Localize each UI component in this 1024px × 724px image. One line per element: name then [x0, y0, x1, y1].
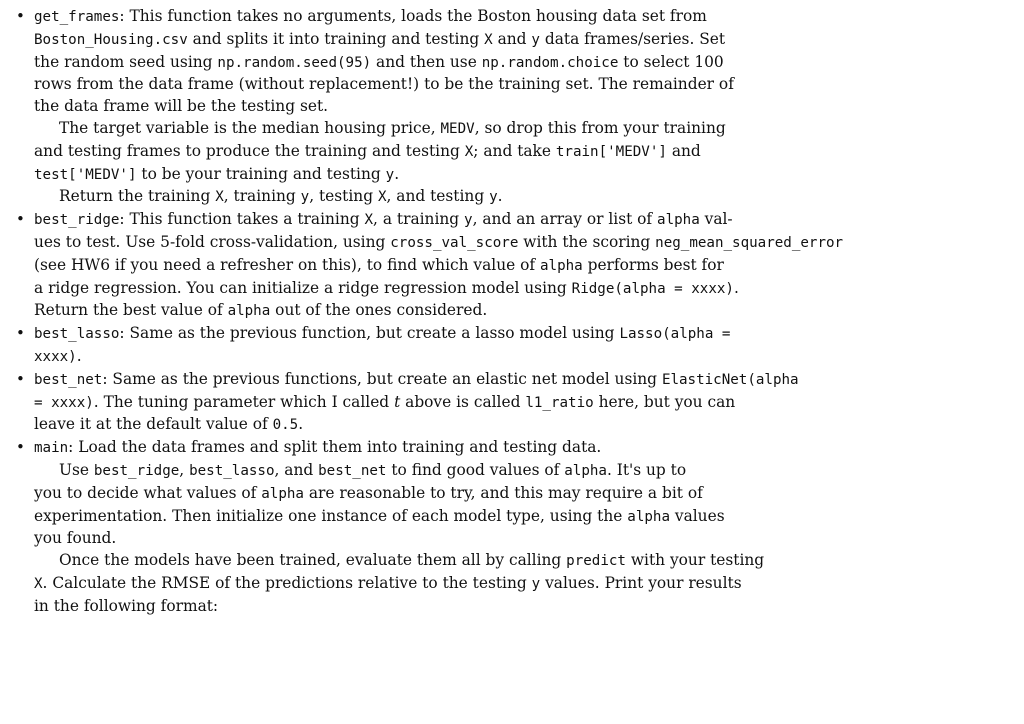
bullet-icon: •	[16, 210, 25, 229]
text-run: are reasonable to try, and this may require a bit of	[303, 483, 703, 502]
code-run: = xxxx)	[34, 394, 94, 411]
text-run: to be your training and testing	[136, 164, 386, 183]
text-run: . It's up to	[606, 460, 687, 479]
text-run: . The tuning parameter which I called	[93, 392, 395, 411]
text-run: : Same as the previous functions, but create an elastic net model using	[102, 369, 662, 388]
code-run: X	[34, 575, 43, 592]
text-run: .	[733, 278, 739, 297]
text-run: ; and take	[473, 141, 556, 160]
text-run: and testing frames to produce the training and testing	[34, 141, 465, 160]
code-run: l1_ratio	[525, 394, 594, 411]
code-run: X	[364, 212, 374, 229]
text-run: .	[394, 164, 400, 183]
code-run: y	[531, 575, 541, 592]
text-run: and splits it into training and testing	[187, 29, 485, 48]
text-run: Return the best value of	[34, 301, 228, 320]
paragraph	[34, 209, 1024, 323]
function-name: get_frames	[34, 9, 120, 25]
code-run: X	[215, 189, 224, 206]
text-run: , training	[223, 187, 301, 206]
paragraph	[34, 369, 1024, 437]
code-run: np.random.seed(95)	[217, 54, 372, 71]
text-run: leave it at the default value of	[34, 415, 273, 434]
text-run: out of the ones considered.	[270, 301, 488, 320]
bullet-icon: •	[16, 7, 25, 25]
text-run: in the following format:	[34, 596, 219, 615]
text-run: , so drop this from your training	[474, 118, 726, 137]
text-run: Return the training	[59, 187, 216, 206]
code-run: alpha	[627, 508, 670, 525]
text-run: and	[666, 141, 701, 160]
code-run: X	[464, 143, 474, 160]
code-run: Ridge(alpha = xxxx)	[571, 280, 734, 297]
text-run: and then use	[371, 52, 482, 71]
code-run: test['MEDV']	[34, 166, 137, 183]
text-run: : Load the data frames and split them into training and testing data.	[68, 438, 602, 457]
math-var: t	[394, 392, 401, 411]
text-run: , and testing	[386, 187, 490, 206]
text-run: experimentation. Then initialize one instance of each model type, using the	[34, 506, 628, 525]
paragraph	[34, 437, 1024, 460]
code-run: alpha	[564, 462, 607, 479]
text-run: Use	[59, 460, 94, 479]
code-run: alpha	[657, 212, 700, 229]
function-name: main	[34, 440, 69, 457]
text-run: with the scoring	[518, 232, 656, 251]
text-run: you found.	[34, 529, 117, 548]
code-run: y	[489, 189, 498, 206]
text-run: , testing	[309, 187, 378, 206]
text-run: data frames/series. Set	[539, 29, 726, 48]
bullet-icon: •	[16, 438, 25, 457]
bullet-icon: •	[16, 324, 25, 343]
text-run: : Same as the previous function, but create a lasso model using	[119, 324, 620, 343]
text-run: , and an array or list of	[472, 210, 658, 229]
code-run: Lasso(alpha =	[619, 326, 731, 343]
code-run: best_lasso	[189, 462, 275, 479]
paragraph	[34, 186, 1024, 209]
code-run: best_ridge	[93, 462, 180, 479]
text-run: val-	[699, 210, 733, 229]
text-run: The target variable is the median housing price,	[59, 118, 441, 137]
code-run: predict	[566, 553, 626, 570]
code-run: y	[464, 212, 473, 229]
list-item-best-lasso	[10, 323, 1024, 369]
paragraph	[34, 118, 1024, 186]
code-run: 0.5	[272, 417, 299, 434]
text-run: values. Print your results	[540, 573, 742, 592]
code-run: alpha	[227, 303, 271, 320]
code-run: neg_mean_squared_error	[655, 234, 844, 251]
function-name: best_ridge	[34, 212, 120, 229]
text-run: .	[298, 415, 304, 434]
code-run: alpha	[261, 485, 304, 502]
code-run: xxxx)	[34, 348, 77, 365]
code-run: MEDV	[440, 120, 475, 137]
paragraph	[34, 460, 1024, 550]
code-run: X	[484, 31, 493, 48]
text-run: .	[497, 187, 503, 206]
text-run: the random seed using	[34, 52, 218, 71]
bullet-icon: •	[16, 369, 25, 388]
text-run: : This function takes no arguments, loads the Boston housing data set from	[119, 7, 707, 25]
code-run: y	[531, 31, 540, 48]
function-name: best_lasso	[34, 326, 120, 343]
text-run: the data frame will be the testing set.	[34, 97, 329, 116]
text-run: above is called	[400, 392, 526, 411]
code-run: best_net	[318, 462, 387, 479]
text-run: performs best for	[582, 255, 724, 274]
code-run: ElasticNet(alpha	[661, 371, 799, 388]
code-run: train['MEDV']	[555, 143, 667, 160]
code-run: y	[300, 189, 310, 206]
list-item-get-frames	[10, 6, 1024, 209]
code-run: X	[377, 189, 387, 206]
list-item-main	[10, 437, 1024, 617]
text-run: , and	[274, 460, 319, 479]
paragraph	[34, 323, 1024, 369]
text-run: with your testing	[625, 551, 765, 570]
code-run: cross_val_score	[390, 234, 519, 251]
text-run: , a training	[373, 210, 465, 229]
list-item-best-net	[10, 369, 1024, 437]
text-run: . Calculate the RMSE of the predictions relative to the testing	[42, 573, 532, 592]
text-run: ,	[179, 460, 190, 479]
text-run: (see HW6 if you need a refresher on this), to find which value of	[34, 255, 540, 274]
list-item-best-ridge	[10, 209, 1024, 323]
text-run: to find good values of	[386, 460, 565, 479]
text-run: Once the models have been trained, evaluate them all by calling	[59, 551, 567, 570]
code-run: alpha	[539, 257, 583, 274]
paragraph	[34, 6, 1024, 118]
text-run: and	[492, 29, 532, 48]
code-run: Boston_Housing.csv	[34, 31, 188, 48]
text-run: rows from the data frame (without replacement!) to be the training set. The remainder of	[34, 75, 734, 94]
text-run: ues to test. Use 5-fold cross-validation, using	[34, 232, 391, 251]
code-run: y	[385, 166, 395, 183]
text-run: a ridge regression. You can initialize a ridge regression model using	[34, 278, 572, 297]
paragraph	[34, 550, 1024, 617]
text-run: you to decide what values of	[34, 483, 262, 502]
text-run: to select 100	[618, 52, 724, 71]
function-name: best_net	[34, 371, 103, 388]
text-run: .	[76, 346, 82, 365]
text-run: values	[670, 506, 725, 525]
text-run: here, but you can	[593, 392, 736, 411]
code-run: np.random.choice	[481, 54, 619, 71]
text-run: : This function takes a training	[119, 210, 365, 229]
